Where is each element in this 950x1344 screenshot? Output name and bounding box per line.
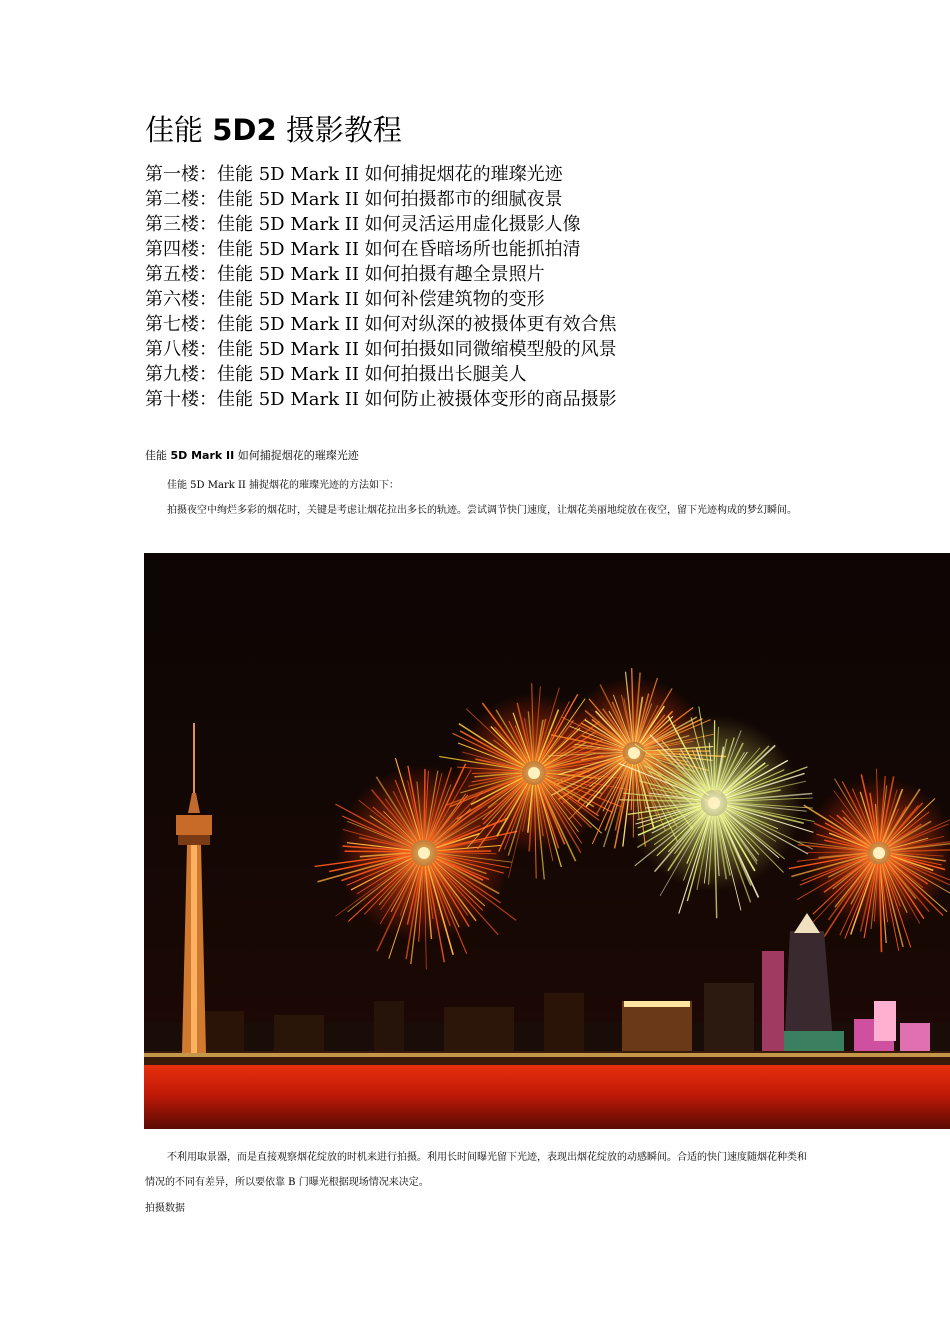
firework-core <box>873 847 885 859</box>
toc-item[interactable]: 第十楼：佳能 5D Mark II 如何防止被摄体变形的商品摄影 <box>145 389 617 410</box>
firework-streak <box>437 851 491 852</box>
toc-item[interactable]: 第六楼：佳能 5D Mark II 如何补偿建筑物的变形 <box>145 289 545 310</box>
firework-streak <box>807 852 868 853</box>
intro-paragraph: 佳能 5D Mark II 捕捉烟花的璀璨光迹的方法如下： <box>167 480 400 491</box>
table-of-contents <box>145 162 617 412</box>
body-paragraph: 拍摄夜空中绚烂多彩的烟花时，关键是考虑让烟花拉出多长的轨迹。尝试调节快门速度，让烟花美丽地绽放在夜空，留下光迹构成的梦幻瞬间。 <box>167 505 797 516</box>
toc-item[interactable]: 第八楼：佳能 5D Mark II 如何拍摄如同微缩模型般的风景 <box>145 339 617 360</box>
section-heading: 佳能 5D Mark II 如何捕捉烟花的璀璨光迹 <box>145 449 359 462</box>
firework-core <box>528 767 540 779</box>
toc-item[interactable]: 第九楼：佳能 5D Mark II 如何拍摄出长腿美人 <box>145 364 527 385</box>
firework-bursts <box>315 668 950 969</box>
shooting-data-label: 拍摄数据 <box>145 1203 185 1214</box>
firework-core <box>628 747 640 759</box>
toc-item[interactable]: 第四楼：佳能 5D Mark II 如何在昏暗场所也能抓拍清 <box>145 239 581 260</box>
firework-streak <box>345 851 411 852</box>
toc-item[interactable]: 第七楼：佳能 5D Mark II 如何对纵深的被摄体更有效合焦 <box>145 314 617 335</box>
fireworks-photo <box>144 553 950 1129</box>
city-skyline <box>144 913 950 1065</box>
page-title: 佳能 5D2 摄影教程 <box>145 113 402 147</box>
toc-item[interactable]: 第二楼：佳能 5D Mark II 如何拍摄都市的细腻夜景 <box>145 189 563 210</box>
water-reflection <box>144 1065 950 1129</box>
firework-streak <box>714 720 715 790</box>
body-paragraph: 不利用取景器，而是直接观察烟花绽放的时机来进行拍摄。利用长时间曝光留下光迹，表现出烟花绽放的动感瞬间。合适的快门速度随烟花种类和情况的不同有差异，所以要依靠 B 门曝光根据现场情况来决定。 <box>145 1152 807 1188</box>
toc-item[interactable]: 第一楼：佳能 5D Mark II 如何捕捉烟花的璀璨光迹 <box>145 164 563 185</box>
firework-core <box>708 797 720 809</box>
toc-item[interactable]: 第五楼：佳能 5D Mark II 如何拍摄有趣全景照片 <box>145 264 545 285</box>
toc-item[interactable]: 第三楼：佳能 5D Mark II 如何灵活运用虚化摄影人像 <box>145 214 581 235</box>
firework-core <box>418 847 430 859</box>
tower <box>176 723 212 1053</box>
